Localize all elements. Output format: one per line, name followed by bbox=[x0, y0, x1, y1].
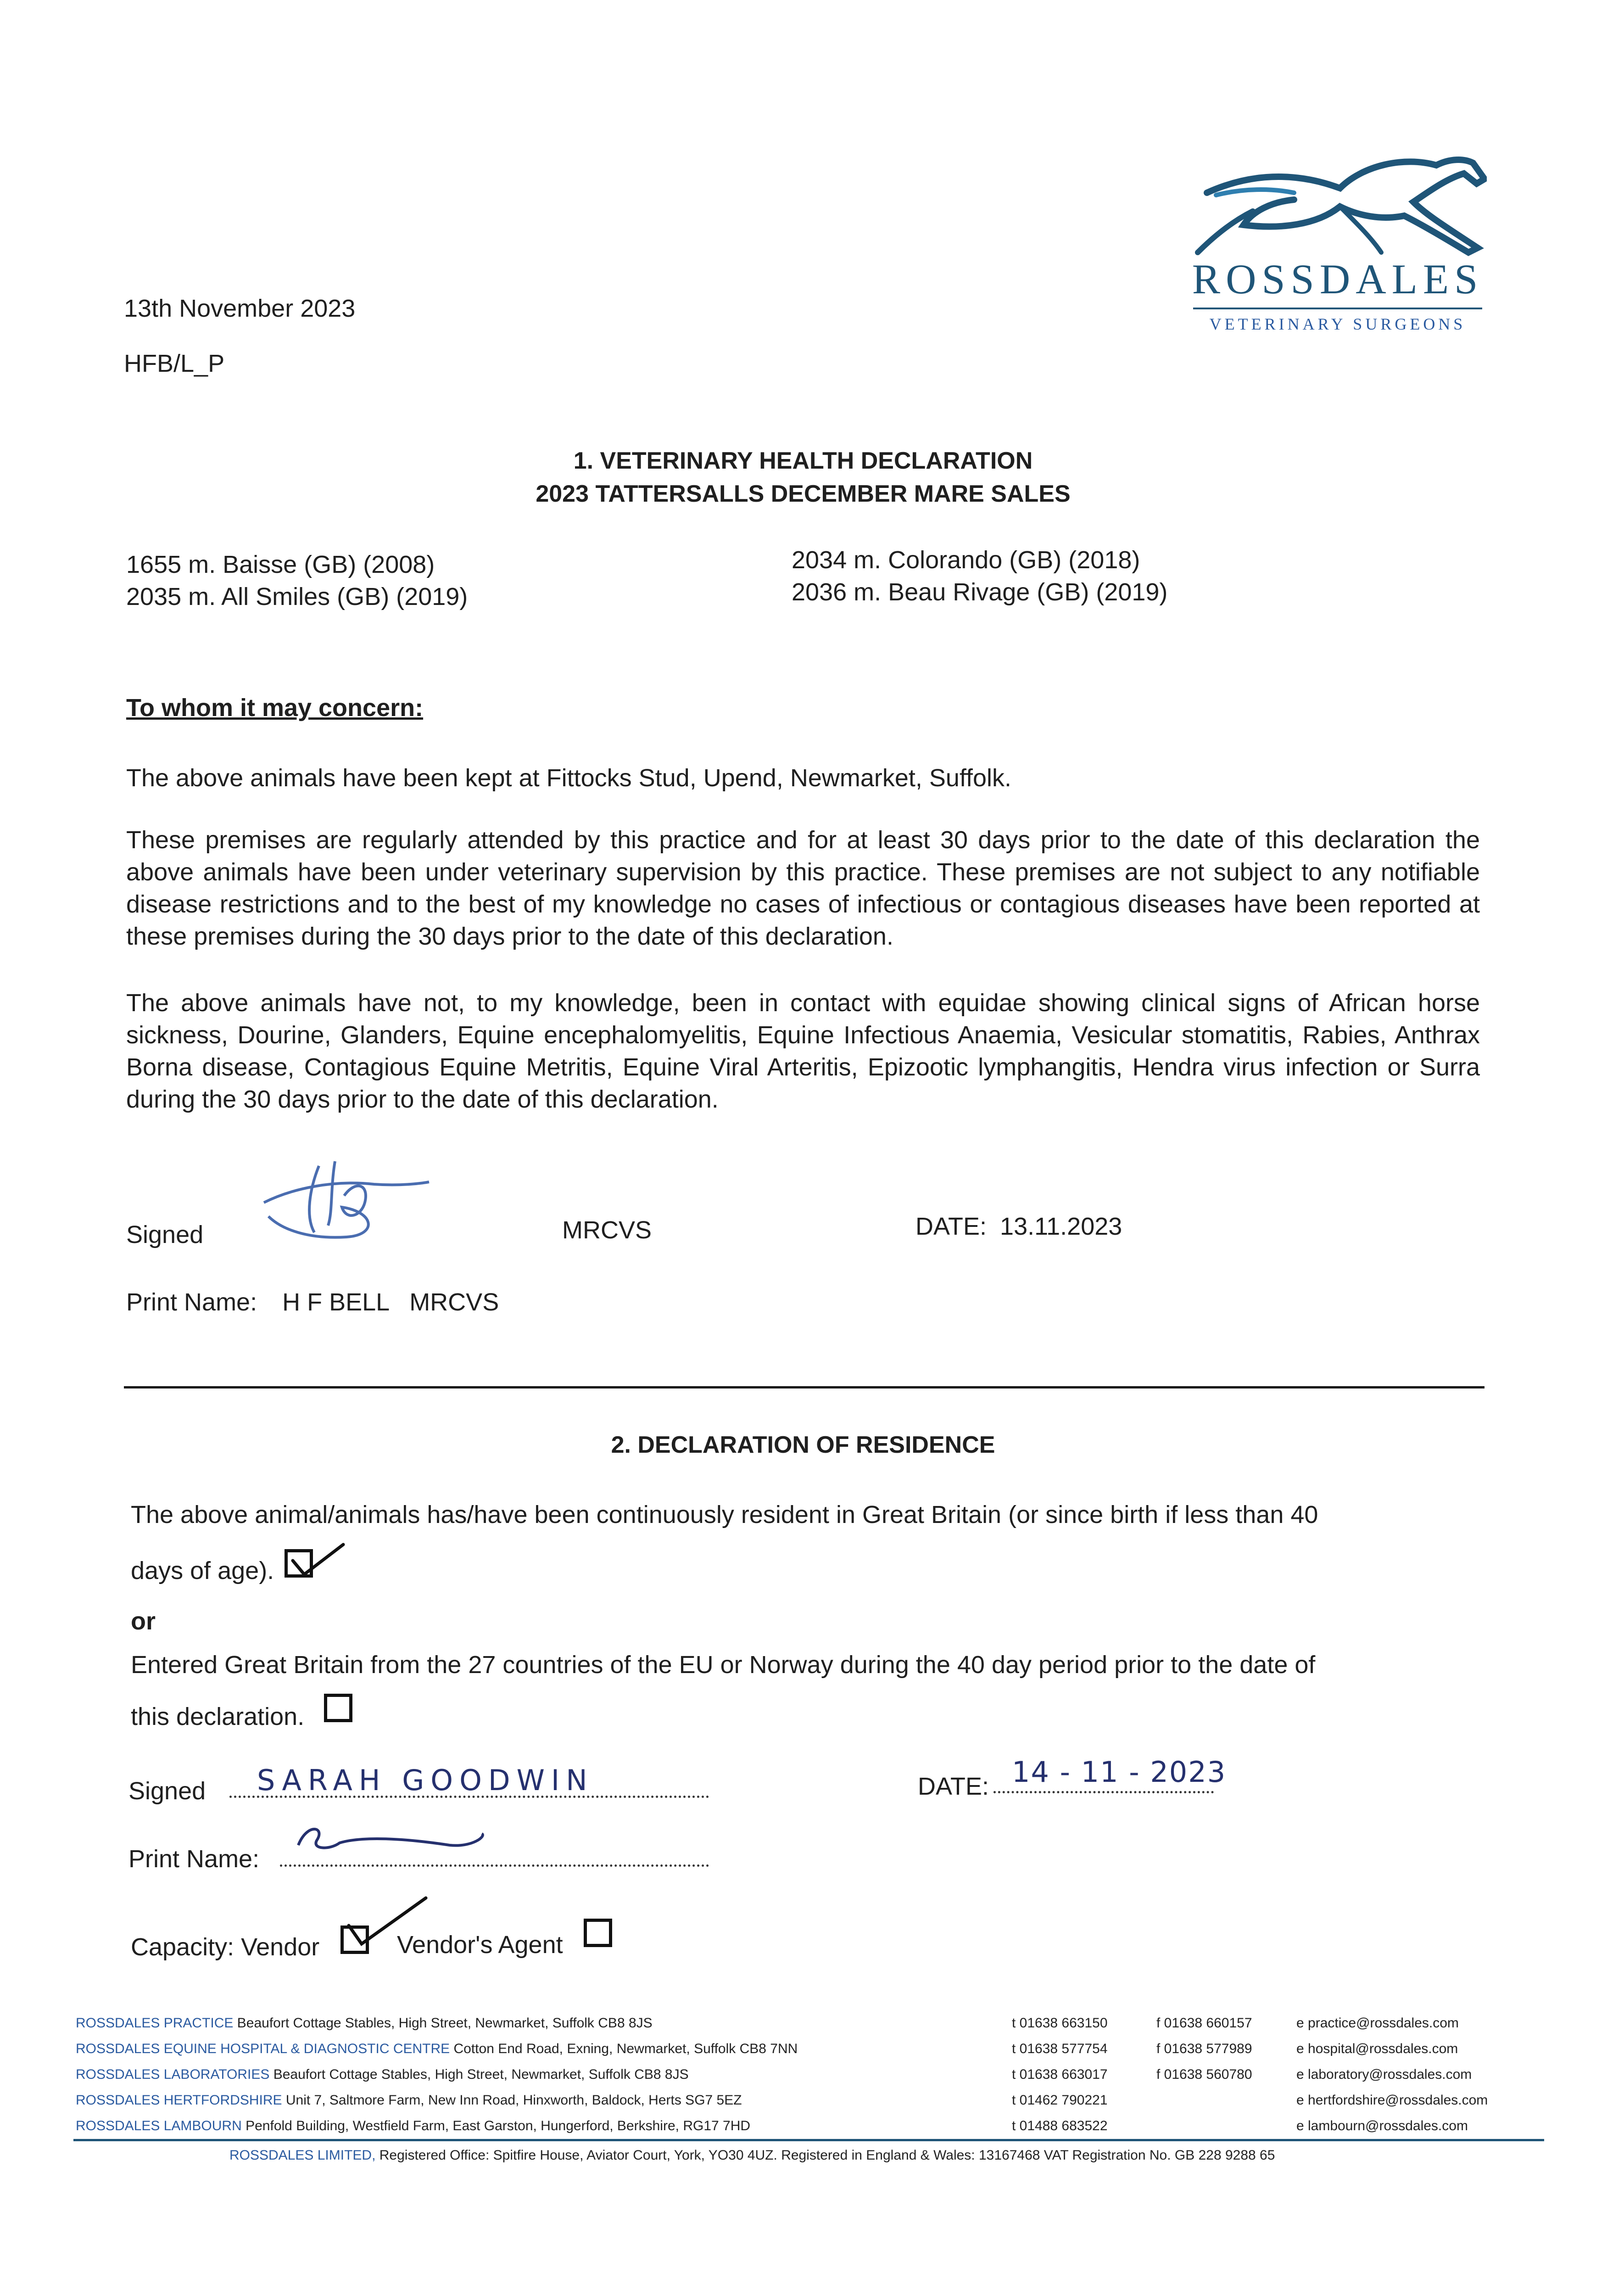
footer-office-row bbox=[76, 2015, 1544, 2041]
vendor-signed-line bbox=[229, 1763, 709, 1798]
footer-office-name: ROSSDALES LAMBOURN bbox=[76, 2118, 242, 2133]
footer-office-row bbox=[76, 2066, 1544, 2092]
residence-option1-line1: The above animal/animals has/have been continuously resident in Great Britain (or since birth if less than 40 bbox=[131, 1501, 1318, 1528]
footer-registered-text: Registered Office: Spitfire House, Aviator Court, York, YO30 4UZ. Registered in England & Wales: 13167468 VAT Registration No. GB 228 9288 65 bbox=[379, 2148, 1275, 2163]
logo-tagline: VETERINARY SURGEONS bbox=[1209, 315, 1466, 333]
section-divider bbox=[124, 1386, 1484, 1388]
footer-registered bbox=[229, 2147, 1275, 2164]
vendors-agent-checkbox[interactable] bbox=[584, 1919, 612, 1947]
residence-option1-line2: days of age). bbox=[131, 1557, 274, 1584]
footer-registered-name: ROSSDALES LIMITED, bbox=[229, 2148, 376, 2163]
logo-divider bbox=[1193, 308, 1482, 309]
footer-office-name: ROSSDALES HERTFORDSHIRE bbox=[76, 2093, 282, 2108]
footer-office-name: ROSSDALES LABORATORIES bbox=[76, 2067, 270, 2082]
section1-title-line2: 2023 TATTERSALLS DECEMBER MARE SALES bbox=[536, 481, 1071, 507]
footer-office-email: e hospital@rossdales.com bbox=[1296, 2041, 1458, 2056]
vendor-signed-label: Signed bbox=[128, 1777, 206, 1805]
footer-office-tel: t 01462 790221 bbox=[1012, 2093, 1108, 2108]
footer-office-address: Cotton End Road, Exning, Newmarket, Suffolk CB8 7NN bbox=[453, 2041, 798, 2056]
section2-title: 2. DECLARATION OF RESIDENCE bbox=[611, 1432, 995, 1458]
horse-logo-icon bbox=[1189, 138, 1487, 257]
vet-print-name-value: H F BELL MRCVS bbox=[282, 1288, 499, 1316]
animal-left-2: 2035 m. All Smiles (GB) (2019) bbox=[126, 583, 468, 610]
or-label: or bbox=[131, 1607, 156, 1635]
footer-office-tel: t 01638 663017 bbox=[1012, 2067, 1108, 2082]
vet-qualification: MRCVS bbox=[562, 1216, 652, 1244]
animal-right-2: 2036 m. Beau Rivage (GB) (2019) bbox=[792, 578, 1168, 606]
footer-office-name: ROSSDALES EQUINE HOSPITAL & DIAGNOSTIC CENTRE bbox=[76, 2041, 450, 2056]
letter-date: 13th November 2023 bbox=[124, 295, 356, 322]
animal-right-1: 2034 m. Colorando (GB) (2018) bbox=[792, 546, 1140, 574]
footer-office-tel: t 01638 663150 bbox=[1012, 2015, 1108, 2031]
footer-office-fax: f 01638 660157 bbox=[1156, 2015, 1252, 2031]
paragraph-premises-location: The above animals have been kept at Fittocks Stud, Upend, Newmarket, Suffolk. bbox=[126, 764, 1012, 792]
footer-office-tel: t 01488 683522 bbox=[1012, 2118, 1108, 2133]
residence-option2-checkbox[interactable] bbox=[324, 1694, 352, 1722]
option1-check-mark bbox=[288, 1540, 348, 1586]
vendor-date-label: DATE: bbox=[918, 1773, 989, 1800]
footer-office-address: Beaufort Cottage Stables, High Street, Newmarket, Suffolk CB8 8JS bbox=[273, 2067, 689, 2082]
animal-left-1: 1655 m. Baisse (GB) (2008) bbox=[126, 551, 435, 578]
footer-office-name: ROSSDALES PRACTICE bbox=[76, 2015, 234, 2031]
section1-title-line1: 1. VETERINARY HEALTH DECLARATION bbox=[573, 448, 1033, 474]
footer-office-email: e practice@rossdales.com bbox=[1296, 2015, 1459, 2031]
footer-office-email: e hertfordshire@rossdales.com bbox=[1296, 2093, 1488, 2108]
footer-office-address: Unit 7, Saltmore Farm, New Inn Road, Hinxworth, Baldock, Herts SG7 5EZ bbox=[285, 2093, 742, 2108]
vet-date bbox=[915, 1212, 1122, 1242]
vendors-agent-label: Vendor's Agent bbox=[397, 1931, 563, 1959]
paragraph-supervision: These premises are regularly attended by this practice and for at least 30 days prior to the date of this declaration the above animals have been under veterinary supervision by this practice. These premises are not subject to any notifiable disease restrictions and to the best of my knowledge no cases of infectious or contagious diseases have been reported at these premises during the 30 days prior to the date of this declaration. bbox=[126, 826, 1480, 950]
footer-office-address: Penfold Building, Westfield Farm, East Garston, Hungerford, Berkshire, RG17 7HD bbox=[246, 2118, 751, 2133]
vet-print-name-label: Print Name: bbox=[126, 1288, 257, 1316]
letter-reference: HFB/L_P bbox=[124, 350, 225, 377]
footer-office-email: e laboratory@rossdales.com bbox=[1296, 2067, 1472, 2082]
vendor-print-name-label: Print Name: bbox=[128, 1845, 260, 1873]
section1-title bbox=[459, 444, 1147, 510]
footer-office-fax: f 01638 560780 bbox=[1156, 2067, 1252, 2082]
footer-rule bbox=[73, 2139, 1544, 2141]
residence-option2-line1: Entered Great Britain from the 27 countries of the EU or Norway during the 40 day period prior to the date of bbox=[131, 1651, 1316, 1679]
vet-date-label: DATE: bbox=[915, 1213, 987, 1240]
footer-office-row bbox=[76, 2041, 1544, 2066]
residence-option2-line2: this declaration. bbox=[131, 1703, 305, 1730]
vendor-date-line bbox=[993, 1755, 1227, 1793]
vet-signed-label: Signed bbox=[126, 1221, 204, 1248]
footer-office-row bbox=[76, 2092, 1544, 2118]
vendor-signed-value: SARAH GOODWIN bbox=[257, 1763, 594, 1797]
vendor-print-signature-image bbox=[289, 1818, 496, 1859]
vendor-date-value: 14 - 11 - 2023 bbox=[1012, 1755, 1227, 1789]
vet-date-value: 13.11.2023 bbox=[1000, 1213, 1122, 1240]
vet-signature-image bbox=[255, 1152, 434, 1244]
footer-office-address: Beaufort Cottage Stables, High Street, Newmarket, Suffolk CB8 8JS bbox=[237, 2015, 653, 2031]
footer-office-tel: t 01638 577754 bbox=[1012, 2041, 1108, 2056]
salutation: To whom it may concern: bbox=[126, 694, 424, 722]
vet-print-name bbox=[126, 1287, 499, 1317]
rossdales-logo bbox=[1189, 138, 1487, 349]
capacity-vendor-label: Capacity: Vendor bbox=[131, 1933, 320, 1961]
footer-office-email: e lambourn@rossdales.com bbox=[1296, 2118, 1468, 2133]
paragraph-disease-contact: The above animals have not, to my knowledge, been in contact with equidae showing clinical signs of African horse sickness, Dourine, Glanders, Equine encephalomyelitis, Equine Infectious Anaemia, Vesicular stomatitis, Rabies, Anthrax Borna disease, Contagious Equine Metritis, Equine Viral Arteritis, Epizootic lymphangitis, Hendra virus infection or Surra during the 30 days prior to the date of this declaration. bbox=[126, 989, 1480, 1113]
footer-office-fax: f 01638 577989 bbox=[1156, 2041, 1252, 2056]
logo-name: ROSSDALES bbox=[1192, 256, 1484, 302]
